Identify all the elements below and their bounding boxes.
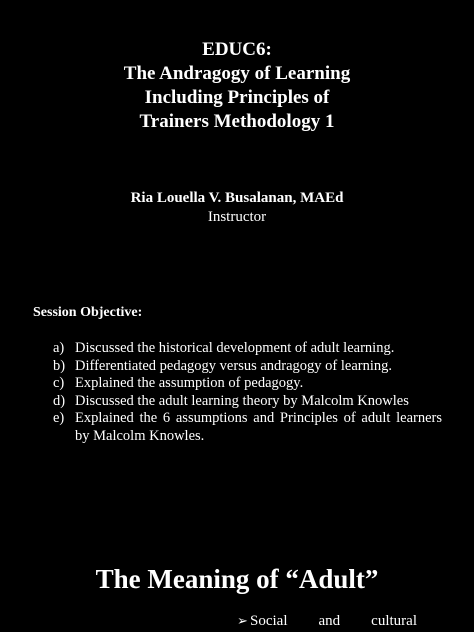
document-title <box>0 38 474 134</box>
title-line-methodology: Trainers Methodology 1 <box>139 111 335 132</box>
objective-letter: b) <box>53 357 66 374</box>
title-line-topic: The Andragogy of Learning <box>123 63 351 84</box>
objective-letter: d) <box>53 392 66 409</box>
session-objective-heading: Session Objective: <box>33 305 143 320</box>
objective-item-a <box>53 340 442 358</box>
meaning-bullet-text: Social and cultural <box>250 613 417 629</box>
objective-text: Explained the 6 assumptions and Principles of adult learners by Malcolm Knowles. <box>75 410 442 444</box>
objective-item-d <box>53 393 442 411</box>
objective-item-e <box>53 410 442 445</box>
meaning-bullet-item <box>237 612 417 630</box>
meaning-of-adult-heading: The Meaning of “Adult” <box>95 564 379 594</box>
objective-item-c <box>53 375 442 393</box>
objective-text: Explained the assumption of pedagogy. <box>75 375 304 391</box>
objective-item-b <box>53 358 442 376</box>
objective-text: Discussed the adult learning theory by Malcolm Knowles <box>75 392 409 409</box>
objective-letter: c) <box>53 375 65 391</box>
objective-list <box>53 340 442 445</box>
title-line-subtopic: Including Principles of <box>144 87 330 108</box>
author-block <box>0 189 474 227</box>
objective-text: Discussed the historical development of adult learning. <box>75 340 395 356</box>
instructor-name: Ria Louella V. Busalanan, MAEd <box>130 190 344 206</box>
arrowhead-bullet-icon: ➢ <box>237 613 248 628</box>
objective-letter: e) <box>53 410 65 426</box>
objective-letter: a) <box>53 340 65 356</box>
instructor-role: Instructor <box>207 209 267 225</box>
title-line-course-code: EDUC6: <box>202 39 272 60</box>
objective-text: Differentiated pedagogy versus andragogy of learning. <box>75 357 393 374</box>
